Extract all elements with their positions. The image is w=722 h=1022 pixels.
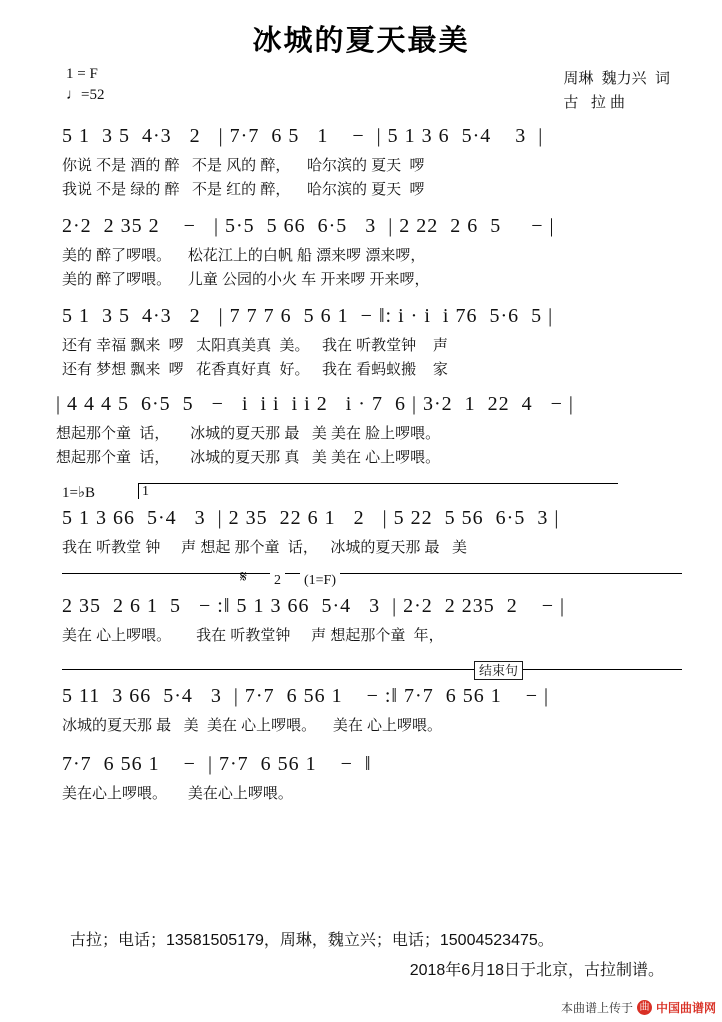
lyric-line-1: 想起那个童 话， 冰城的夏天那 最 美 美在 脸上啰喂。 bbox=[56, 425, 441, 442]
second-ending-number: 2 bbox=[270, 573, 285, 589]
lyric-line-1: 你说 不是 酒的 醉 不是 风的 醉， 哈尔滨的 夏天 啰 bbox=[62, 157, 425, 174]
system-1 bbox=[0, 121, 722, 201]
score-body bbox=[0, 121, 722, 805]
key-signature: 1 = F bbox=[66, 66, 98, 82]
source-site-name: 中国曲谱网 bbox=[655, 1001, 716, 1015]
system-7 bbox=[0, 661, 722, 737]
lyric-line-1: 我在 听教堂 钟 声 想起 那个童 话， 冰城的夏天那 最 美 bbox=[62, 539, 468, 556]
coda-rule bbox=[62, 669, 682, 671]
key-change-label: 1=♭B bbox=[62, 485, 96, 501]
coda-label: 结束句 bbox=[474, 661, 523, 680]
key-tempo-block bbox=[66, 65, 104, 105]
first-ending-bracket: 1 bbox=[138, 483, 618, 499]
lyric-line-2: 想起那个童 话， 冰城的夏天那 真 美 美在 心上啰喂。 bbox=[56, 449, 441, 466]
source-watermark bbox=[561, 999, 716, 1016]
lyric-line-1: 美在心上啰喂。 美在心上啰喂。 bbox=[62, 785, 293, 802]
ending-top-rule bbox=[62, 573, 682, 575]
source-prefix: 本曲谱上传于 bbox=[560, 1001, 633, 1015]
notes-line: 5 1 3 5 4·3 2 | 7·7 6 5 1 − | 5 1 3 6 5·4 3 | bbox=[62, 125, 544, 147]
tempo-marking: ♩=52 bbox=[66, 87, 105, 103]
system-8 bbox=[0, 749, 722, 805]
lyric-line-1: 美的 醉了啰喂。 松花江上的白帆 船 漂来啰 漂来啰， bbox=[62, 247, 426, 264]
system-4 bbox=[0, 389, 722, 469]
notes-line: | 4 4 4 5 6·5 5 − i i i i i 2 i · 7 6 | 3·2 1 22 4 − | bbox=[56, 393, 574, 415]
site-logo-icon: 曲 bbox=[637, 1000, 652, 1015]
lyric-line-1: 美在 心上啰喂。 我在 听教堂钟 声 想起那个童 年， bbox=[62, 627, 444, 644]
credits bbox=[563, 67, 670, 115]
notes-line: 5 1 3 66 5·4 3 | 2 35 22 6 1 2 | 5 22 5 56 6·5 3 | bbox=[62, 507, 560, 529]
date-line: 2018年6月18日于北京，古拉制谱。 bbox=[409, 962, 664, 979]
lyric-line-2: 我说 不是 绿的 醉 不是 红的 醉， 哈尔滨的 夏天 啰 bbox=[62, 181, 425, 198]
notes-line: 7·7 6 56 1 − | 7·7 6 56 1 − ‖ bbox=[62, 753, 372, 775]
page-title: 冰城的夏天最美 bbox=[252, 25, 470, 57]
notes-line: 2·2 2 35 2 − | 5·5 5 66 6·5 3 | 2 22 2 6 5 − | bbox=[62, 215, 555, 237]
score-header bbox=[0, 59, 722, 117]
system-3 bbox=[0, 301, 722, 381]
system-5 bbox=[0, 483, 722, 559]
lyric-line-1: 冰城的夏天那 最 美 美在 心上啰喂。 美在 心上啰喂。 bbox=[62, 717, 443, 734]
segno-icon: 𝄋 bbox=[240, 569, 247, 586]
notes-line: 5 1 3 5 4·3 2 | 7 7 7 6 5 6 1 − ‖: i · i i 76 5·6 5 | bbox=[62, 305, 554, 327]
contact-line: 古拉；电话；13581505179，周琳，魏立兴；电话；15004523475。 bbox=[70, 932, 554, 949]
system-6 bbox=[0, 569, 722, 647]
lyric-line-2: 还有 梦想 飘来 啰 花香真好真 好。 我在 看蚂蚁搬 家 bbox=[62, 361, 448, 378]
key-change-inline: (1=F) bbox=[300, 573, 340, 589]
system-2 bbox=[0, 211, 722, 291]
notes-line: 5 11 3 66 5·4 3 | 7·7 6 56 1 − :‖ 7·7 6 56 1 − | bbox=[62, 685, 549, 707]
lyric-line-2: 美的 醉了啰喂。 儿童 公园的小火 车 开来啰 开来啰， bbox=[62, 271, 430, 288]
composer-credit: 古 拉 曲 bbox=[563, 94, 625, 111]
lyric-line-1: 还有 幸福 飘来 啰 太阳真美真 美。 我在 听教堂钟 声 bbox=[62, 337, 448, 354]
lyricist-credit: 周琳 魏力兴 词 bbox=[563, 70, 670, 87]
page-footer bbox=[0, 926, 722, 986]
notes-line: 2 35 2 6 1 5 − :‖ 5 1 3 66 5·4 3 | 2·2 2 235 2 − | bbox=[62, 595, 566, 617]
